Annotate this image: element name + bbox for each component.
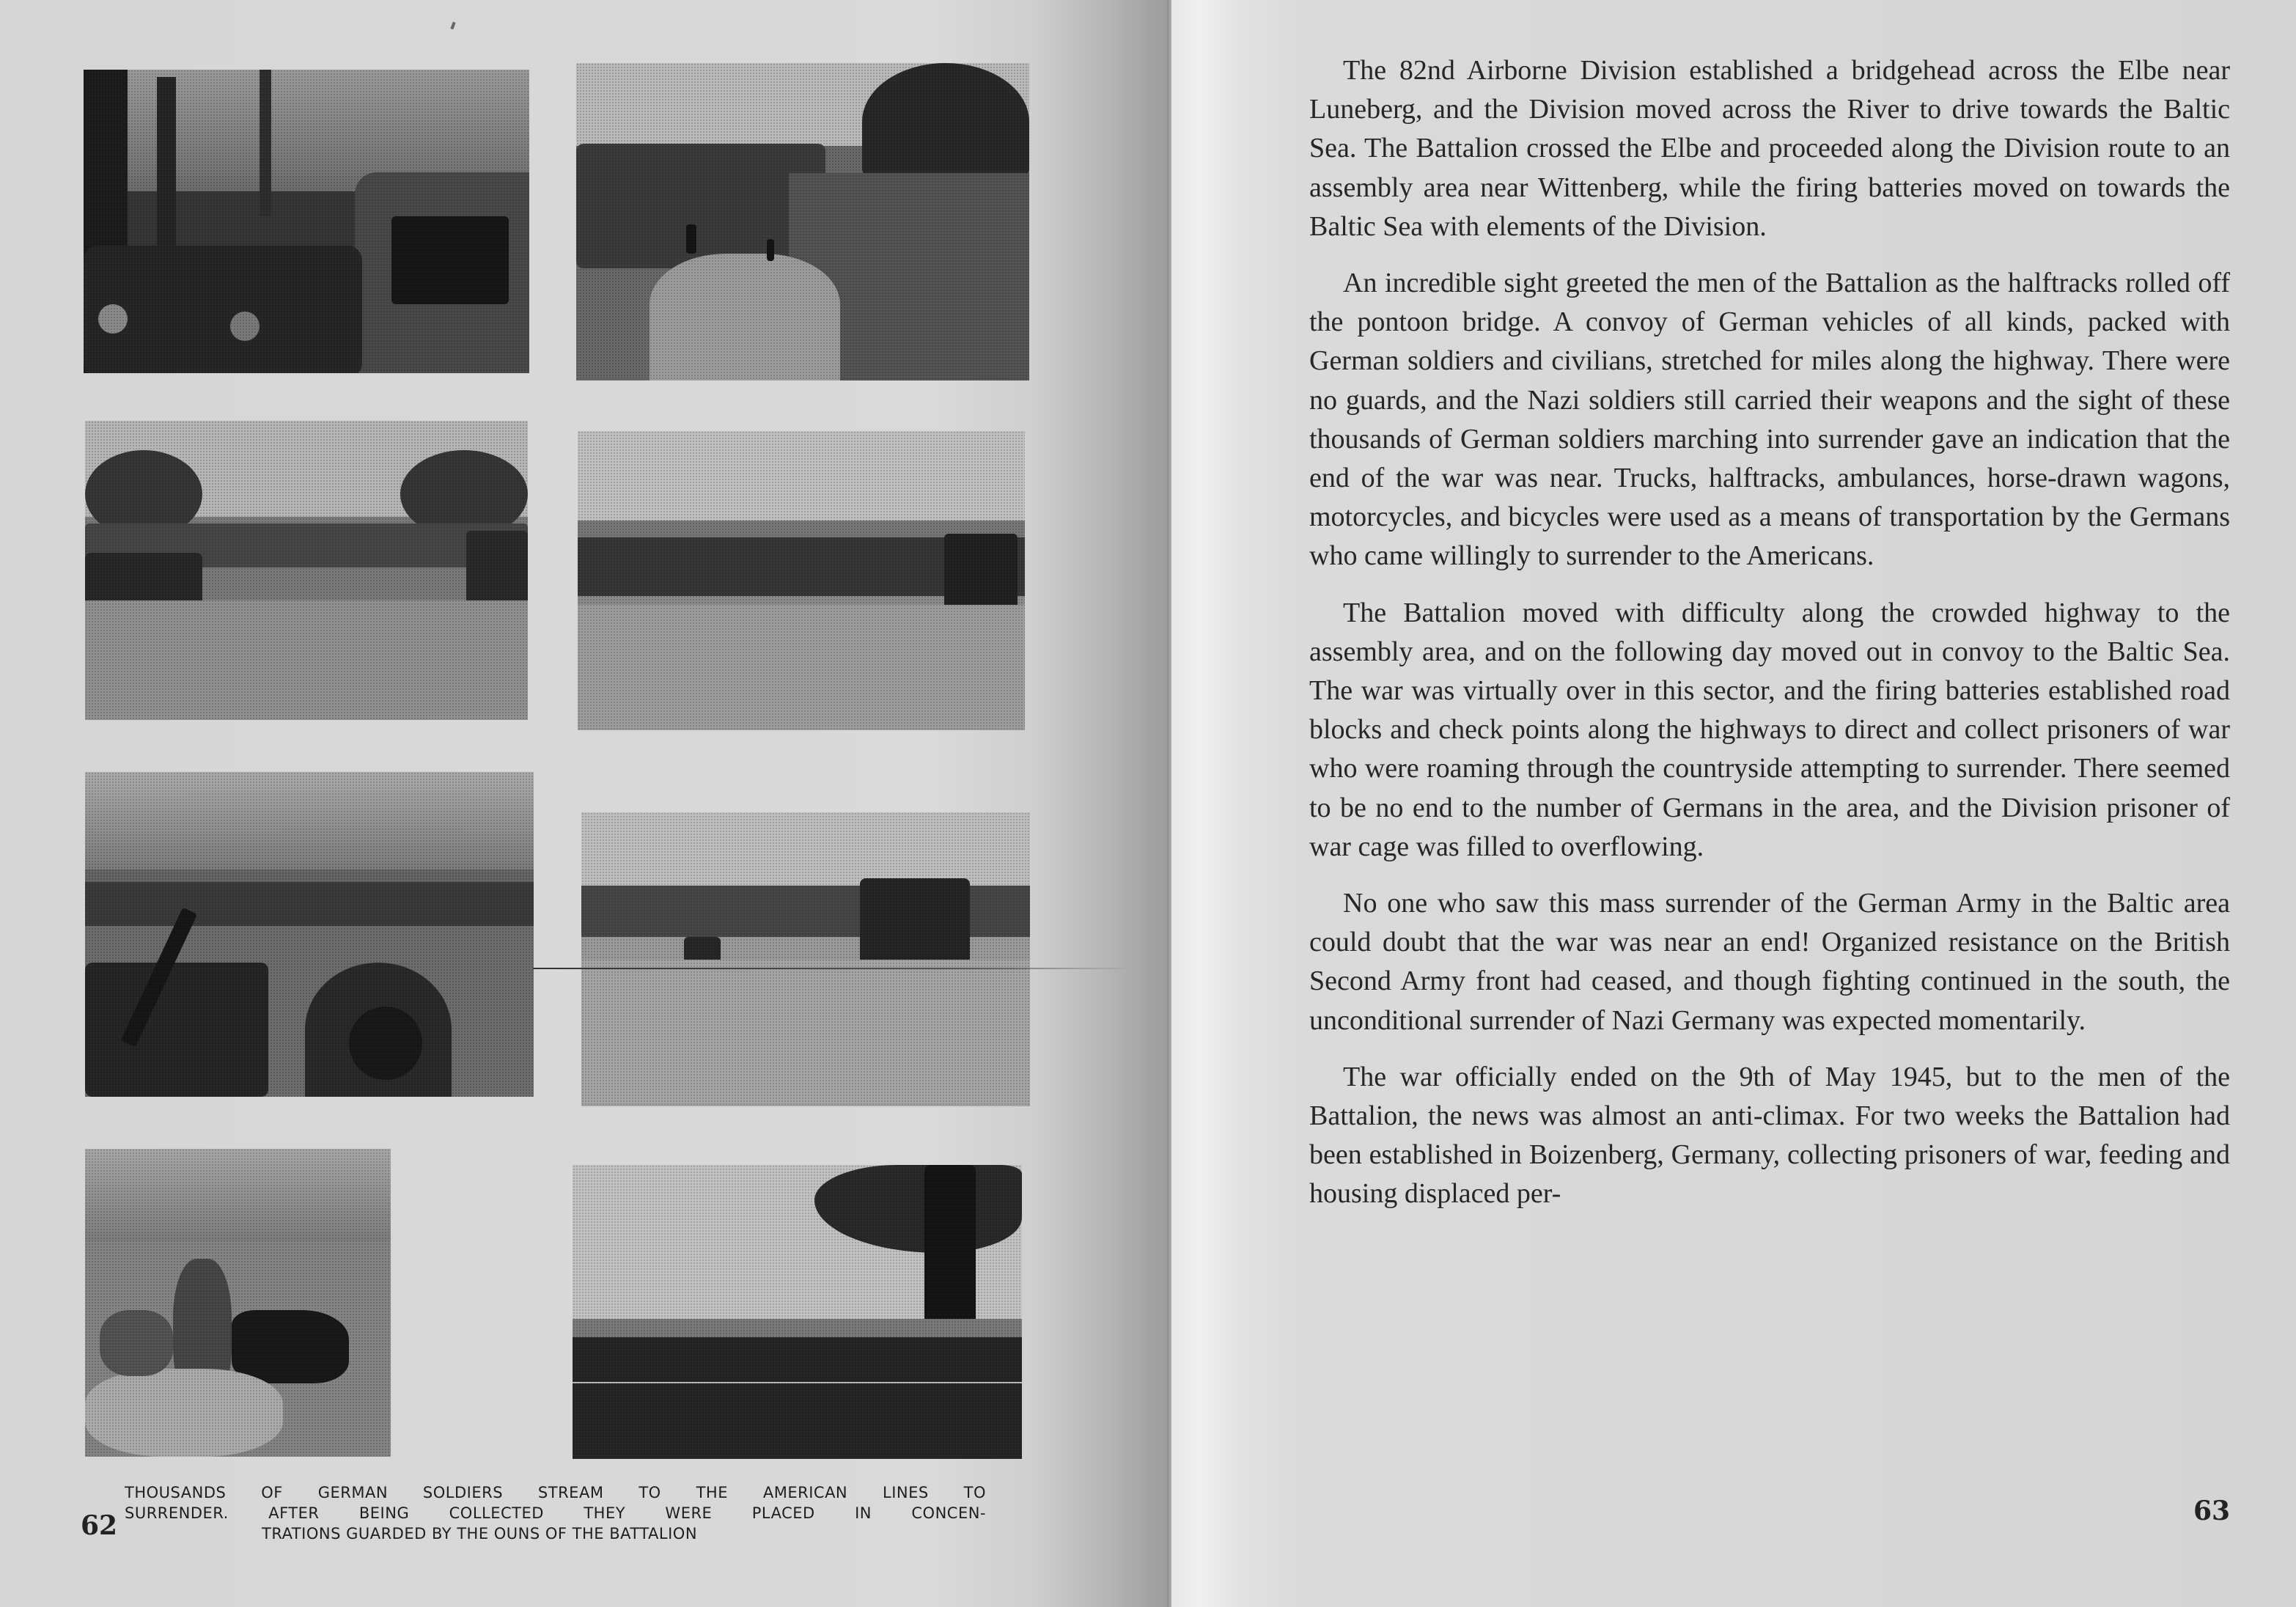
- photo-field-assembly: [578, 431, 1025, 730]
- paragraph-5: The war officially ended on the 9th of May 1945, but to the men of the Battalion, the news was almost an anti-climax. For two weeks the Battalion had been established in Boizenberg, Germany, collecting prisoners of war, feeding and housing displaced per-: [1309, 1061, 2230, 1210]
- caption-line-2: SURRENDER. AFTER BEING COLLECTED THEY WERE PLACED IN CONCEN-: [125, 1504, 986, 1522]
- caption-line-1: THOUSANDS OF GERMAN SOLDIERS STREAM TO THE AMERICAN LINES TO: [125, 1484, 986, 1501]
- crop-rule-line: [533, 968, 1134, 969]
- paragraph-2: An incredible sight greeted the men of the Battalion as the halftracks rolled off the pontoon bridge. A convoy of German vehicles of all kinds, packed with German soldiers and civilians, stretched for miles along the highway. There were no guards, and the Nazi soldiers still carried their weapons and the sight of these thousands of German soldiers marching into surrender gave an indication that the end of the war was near. Trucks, halftracks, ambulances, horse-drawn wagons, motorcycles, and bicycles were used as a means of transportation by the Germans who came willingly to surrender to the Americans.: [1309, 268, 2230, 572]
- photo-trucks-open-field: [581, 812, 1030, 1106]
- photo-soldiers-by-truck: [84, 70, 529, 373]
- photo-caption: [125, 1482, 986, 1544]
- paper-speck: [450, 22, 455, 30]
- page-number-right: 63: [2193, 1496, 2231, 1526]
- photo-soldier-at-shelter: [85, 1149, 391, 1457]
- paragraph-4: No one who saw this mass surrender of the German Army in the Baltic area could doubt that the war was near an end! Organized resistance on the British Second Army front had ceased, and though fighting continued in the south, the unconditional surrender of Nazi Germany was expected momentarily.: [1309, 888, 2230, 1036]
- photo-abandoned-vehicles-road: [85, 421, 528, 720]
- photo-artillery-gun-field: [85, 772, 534, 1097]
- photo-prisoners-line-tree: [573, 1165, 1022, 1459]
- caption-line-3: TRATIONS GUARDED BY THE OUNS OF THE BATTALION: [262, 1525, 698, 1542]
- paragraph-1: The 82nd Airborne Division established a bridgehead across the Elbe near Luneberg, and the Division moved across the River to drive towards the Baltic Sea. The Battalion crossed the Elbe and proceeded along the Division route to an assembly area near Wittenberg, while the firing batteries moved on towards the Baltic Sea with elements of the Division.: [1309, 55, 2230, 242]
- body-text: [1309, 51, 2230, 1232]
- page-number-left: 62: [81, 1510, 118, 1541]
- paragraph-3: The Battalion moved with difficulty along the crowded highway to the assembly area, and on the following day moved out in convoy to the Baltic Sea. The war was virtually over in this sector, and the firing batteries established road blocks and check points along the highways to direct and collect prisoners of war who were roaming through the countryside attempting to surrender. There seemed to be no end to the number of Germans in the area, and the Division prisoner of war cage was filled to overflowing.: [1309, 597, 2230, 862]
- photo-sunken-road-column: [576, 63, 1029, 380]
